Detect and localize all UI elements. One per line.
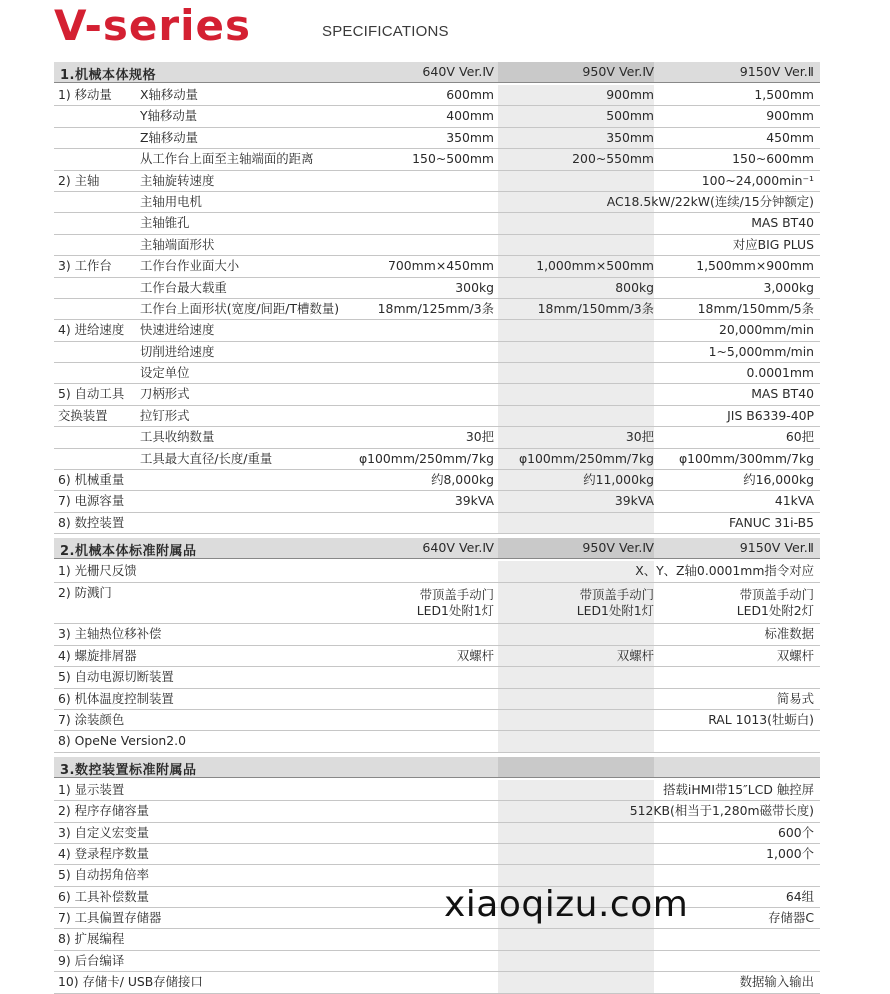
row-category: 3) 主轴热位移补偿 — [58, 626, 162, 642]
row-category: 9) 后台编译 — [58, 952, 125, 968]
table-row — [54, 801, 820, 822]
table-row — [54, 106, 820, 127]
value-950v: 200~550mm — [572, 151, 654, 167]
row-category: 3) 自定义宏变量 — [58, 824, 149, 840]
value-640v: φ100mm/250mm/7kg — [358, 450, 494, 466]
row-item-label: 设定单位 — [140, 365, 190, 381]
table-row — [54, 689, 820, 710]
column-shade — [498, 710, 654, 730]
value-9150v: MAS BT40 — [751, 215, 814, 231]
value-9150v: 标准数据 — [764, 626, 814, 642]
value-9150v: 1,500mm×900mm — [696, 258, 814, 274]
row-item-label: 工具收纳数量 — [140, 429, 215, 445]
row-category: 2) 程序存储容量 — [58, 803, 149, 819]
row-category: 7) 涂装颜色 — [58, 711, 125, 727]
value-950v: 30把 — [625, 429, 654, 445]
value-9150v: RAL 1013(牡蛎白) — [708, 711, 814, 727]
column-header: 640V Ver.Ⅳ — [422, 64, 494, 79]
row-category: 1) 光栅尺反馈 — [58, 563, 137, 579]
row-category: 6) 机械重量 — [58, 472, 125, 488]
value-9150v: 900mm — [766, 108, 814, 124]
table-row — [54, 972, 820, 993]
column-shade — [498, 929, 654, 949]
table-row — [54, 929, 820, 950]
table-row — [54, 823, 820, 844]
value-9150v: 简易式 — [776, 690, 814, 706]
table-row — [54, 491, 820, 512]
value-640v: 约8,000kg — [431, 472, 494, 488]
section-title: 1.机械本体规格 — [60, 68, 156, 83]
column-shade — [498, 363, 654, 383]
column-shade — [498, 844, 654, 864]
row-category: 4) 登录程序数量 — [58, 845, 149, 861]
row-item-label: 拉钉形式 — [140, 407, 190, 423]
value-9150v: 20,000mm/min — [718, 322, 814, 338]
row-category: 4) 螺旋排屑器 — [58, 647, 137, 663]
value-9150v: X、Y、Z轴0.0001mm指令对应 — [635, 563, 814, 579]
row-category: 4) 进给速度 — [58, 322, 125, 338]
value-9150v: FANUC 31i-B5 — [728, 514, 814, 530]
value-640v: 300kg — [455, 279, 494, 295]
value-640v: 带顶盖手动门 LED1处附1灯 — [416, 586, 494, 618]
table-row — [54, 887, 820, 908]
column-shade — [498, 951, 654, 971]
value-9150v: 60把 — [785, 429, 814, 445]
column-shade — [498, 757, 654, 777]
row-item-label: 工作台上面形状(宽度/间距/T槽数量) — [140, 300, 340, 316]
table-row — [54, 731, 820, 752]
row-item-label: 工具最大直径/长度/重量 — [140, 450, 273, 466]
table-row — [54, 561, 820, 582]
column-header: 950V Ver.Ⅳ — [582, 64, 654, 79]
row-category: 5) 自动工具 — [58, 386, 125, 402]
row-category: 5) 自动拐角倍率 — [58, 867, 149, 883]
table-row — [54, 951, 820, 972]
value-9150v: 1,000个 — [766, 845, 814, 861]
column-shade — [498, 624, 654, 644]
table-row — [54, 256, 820, 277]
value-950v: 18mm/150mm/3条 — [537, 300, 654, 316]
value-9150v: 双螺杆 — [776, 647, 814, 663]
row-category: 5) 自动电源切断装置 — [58, 669, 174, 685]
row-item-label: Y轴移动量 — [140, 108, 198, 124]
table-row — [54, 149, 820, 170]
table-row — [54, 844, 820, 865]
value-9150v: 41kVA — [774, 493, 814, 509]
value-9150v: 1~5,000mm/min — [708, 343, 814, 359]
row-item-label: 切削进给速度 — [140, 343, 215, 359]
table-row — [54, 299, 820, 320]
value-950v: 800kg — [615, 279, 654, 295]
value-950v: 双螺杆 — [616, 647, 654, 663]
value-9150v: 600个 — [777, 824, 814, 840]
table-row — [54, 583, 820, 625]
value-9150v: AC18.5kW/22kW(连续/15分钟额定) — [606, 193, 814, 209]
table-row — [54, 363, 820, 384]
column-header: 950V Ver.Ⅳ — [582, 540, 654, 556]
row-category: 交换装置 — [58, 407, 108, 423]
value-9150v: 0.0001mm — [746, 365, 814, 381]
column-header: 640V Ver.Ⅳ — [422, 540, 494, 556]
column-header: 9150V Ver.Ⅱ — [739, 64, 814, 79]
column-shade — [498, 213, 654, 233]
value-950v: 带顶盖手动门 LED1处附1灯 — [576, 586, 654, 618]
row-category: 7) 电源容量 — [58, 493, 125, 509]
value-9150v: MAS BT40 — [751, 386, 814, 402]
value-640v: 18mm/125mm/3条 — [377, 300, 494, 316]
section-header — [54, 757, 820, 778]
value-640v: 39kVA — [454, 493, 494, 509]
table-row — [54, 646, 820, 667]
watermark-text: xiaoqizu.com — [444, 884, 689, 925]
row-category: 2) 防溅门 — [58, 584, 112, 600]
table-row — [54, 624, 820, 645]
row-category: 2) 主轴 — [58, 172, 100, 188]
table-row — [54, 513, 820, 534]
value-950v: φ100mm/250mm/7kg — [518, 450, 654, 466]
row-category: 8) OpeNe Version2.0 — [58, 733, 186, 749]
row-category: 8) 数控装置 — [58, 514, 125, 530]
column-shade — [498, 320, 654, 340]
row-category: 8) 扩展编程 — [58, 931, 125, 947]
value-9150v: JIS B6339-40P — [727, 407, 814, 423]
row-item-label: 快速进给速度 — [140, 322, 215, 338]
column-shade — [498, 561, 654, 581]
table-row — [54, 865, 820, 886]
column-shade — [498, 342, 654, 362]
value-9150v: 1,500mm — [754, 87, 814, 102]
value-640v: 150~500mm — [412, 151, 494, 167]
value-950v: 500mm — [606, 108, 654, 124]
value-640v: 30把 — [465, 429, 494, 445]
column-shade — [498, 384, 654, 404]
table-row — [54, 449, 820, 470]
row-category: 3) 工作台 — [58, 258, 112, 274]
value-9150v: 存储器C — [768, 910, 814, 926]
column-shade — [498, 171, 654, 191]
column-shade — [498, 823, 654, 843]
column-shade — [498, 406, 654, 426]
row-item-label: Z轴移动量 — [140, 129, 199, 145]
table-row — [54, 667, 820, 688]
value-950v: 350mm — [606, 129, 654, 145]
column-shade — [498, 780, 654, 800]
table-row — [54, 320, 820, 341]
specifications-table — [54, 62, 820, 994]
column-shade — [498, 689, 654, 709]
section-header — [54, 62, 820, 83]
value-950v: 约11,000kg — [583, 472, 654, 488]
row-category: 6) 机体温度控制装置 — [58, 690, 174, 706]
value-9150v: 3,000kg — [763, 279, 814, 295]
row-item-label: 主轴端面形状 — [140, 236, 215, 252]
value-9150v: 对应BIG PLUS — [732, 236, 814, 252]
row-category: 10) 存储卡/ USB存储接口 — [58, 974, 203, 990]
column-shade — [498, 731, 654, 751]
column-shade — [498, 513, 654, 533]
row-item-label: 工作台作业面大小 — [140, 258, 240, 274]
table-row — [54, 384, 820, 405]
row-category: 7) 工具偏置存储器 — [58, 910, 162, 926]
row-item-label: 主轴用电机 — [140, 193, 202, 209]
value-9150v: 100~24,000min⁻¹ — [701, 172, 814, 188]
value-950v: 1,000mm×500mm — [536, 258, 654, 274]
row-category: 6) 工具补偿数量 — [58, 888, 149, 904]
value-9150v: 512KB(相当于1,280m磁带长度) — [629, 803, 814, 819]
page-header — [0, 0, 890, 60]
row-item-label: 主轴旋转速度 — [140, 172, 215, 188]
table-row — [54, 171, 820, 192]
value-640v: 700mm×450mm — [388, 258, 494, 274]
row-item-label: 从工作台上面至主轴端面的距离 — [140, 151, 314, 167]
table-row — [54, 278, 820, 299]
value-640v: 400mm — [446, 108, 494, 124]
table-row — [54, 470, 820, 491]
value-9150v: 18mm/150mm/5条 — [697, 300, 814, 316]
value-9150v: 数据输入输出 — [739, 974, 814, 990]
value-950v: 39kVA — [614, 493, 654, 509]
value-9150v: 搭载iHMI带15″LCD 触控屏 — [663, 781, 814, 797]
table-row — [54, 235, 820, 256]
table-row — [54, 780, 820, 801]
table-row — [54, 406, 820, 427]
section-header — [54, 538, 820, 559]
table-row — [54, 427, 820, 448]
table-row — [54, 192, 820, 213]
table-row — [54, 128, 820, 149]
value-640v: 600mm — [446, 87, 494, 102]
table-row — [54, 710, 820, 731]
table-row — [54, 85, 820, 106]
table-row — [54, 342, 820, 363]
row-item-label: 主轴锥孔 — [140, 215, 190, 231]
value-640v: 350mm — [446, 129, 494, 145]
column-shade — [498, 865, 654, 885]
value-9150v: 150~600mm — [732, 151, 814, 167]
value-950v: 900mm — [606, 87, 654, 102]
row-item-label: X轴移动量 — [140, 87, 199, 102]
column-shade — [498, 667, 654, 687]
v-series-logo: V-series — [54, 1, 251, 50]
value-9150v: 带顶盖手动门 LED1处附2灯 — [736, 586, 814, 618]
value-9150v: 约16,000kg — [743, 472, 814, 488]
value-9150v: φ100mm/300mm/7kg — [678, 450, 814, 466]
column-shade — [498, 972, 654, 992]
section-title: 3.数控装置标准附属品 — [60, 762, 197, 778]
row-item-label: 工作台最大载重 — [140, 279, 227, 295]
table-row — [54, 908, 820, 929]
specifications-subtitle: SPECIFICATIONS — [322, 23, 449, 40]
column-header: 9150V Ver.Ⅱ — [739, 540, 814, 556]
value-9150v: 450mm — [766, 129, 814, 145]
table-row — [54, 213, 820, 234]
value-640v: 双螺杆 — [456, 647, 494, 663]
row-item-label: 刀柄形式 — [140, 386, 190, 402]
row-category: 1) 显示装置 — [58, 781, 125, 797]
row-category: 1) 移动量 — [58, 87, 112, 102]
section-title: 2.机械本体标准附属品 — [60, 544, 197, 560]
column-shade — [498, 235, 654, 255]
value-9150v: 64组 — [785, 888, 814, 904]
